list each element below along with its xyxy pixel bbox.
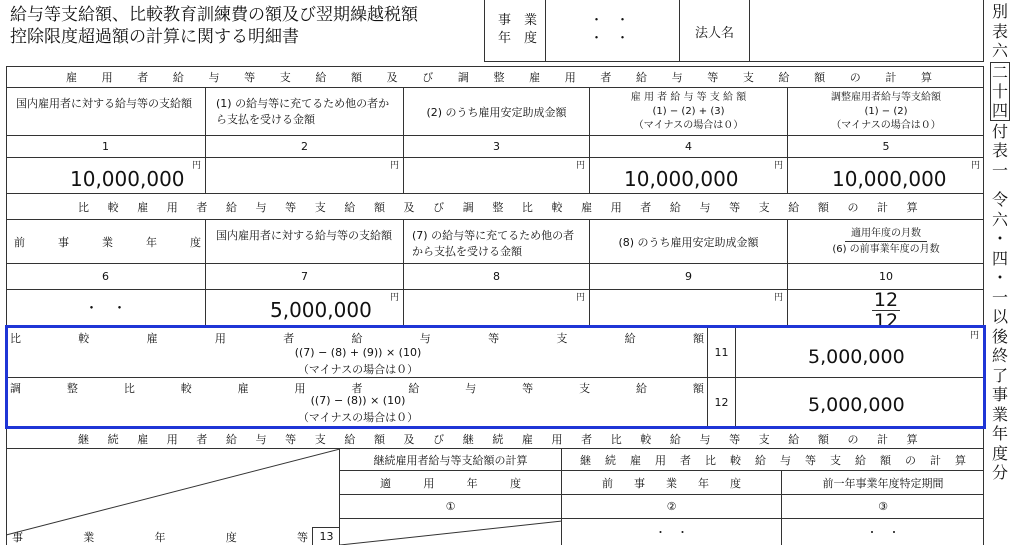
field-13-3[interactable]: [782, 519, 984, 545]
c2-header: [562, 471, 782, 495]
field-8[interactable]: [404, 290, 590, 326]
field-7[interactable]: [206, 290, 404, 326]
side-label-char: 一: [991, 160, 1008, 180]
field-10-numerator: 12: [873, 290, 899, 311]
field-6-value: ・ ・: [84, 301, 127, 317]
col2-header-text: (1) の給与等に充てるため他の者から支払を受ける金額: [216, 97, 390, 126]
heading-char: 与: [255, 201, 267, 214]
m2-header: ②: [562, 495, 782, 519]
heading-char: 雇: [137, 433, 149, 446]
label-char: 較: [78, 332, 90, 345]
heading-char: 及: [386, 70, 398, 84]
label-char: 額: [880, 453, 891, 467]
label-char: 業: [102, 235, 113, 249]
label-char: 年: [154, 531, 166, 544]
heading-char: 計: [885, 70, 897, 84]
heading-char: 及: [403, 433, 415, 446]
label-char: 等: [297, 531, 308, 544]
highlight-rows-11-12: [5, 325, 986, 429]
heading-char: 給: [636, 70, 647, 84]
side-label-char: 四: [991, 248, 1008, 268]
heading-char: 較: [551, 201, 563, 214]
heading-char: 給: [225, 433, 237, 446]
col8-number: 8: [404, 264, 590, 290]
heading-char: 支: [758, 433, 770, 446]
heading-char: 額: [817, 433, 829, 446]
col4-header: [590, 88, 788, 136]
field-13-2[interactable]: [562, 519, 782, 545]
col9-header-text: (8) のうち雇用安定助成金額: [618, 235, 759, 249]
side-label-char: ・: [991, 268, 1008, 287]
year-label-2: 年 度: [498, 31, 538, 46]
label-char: 者: [351, 382, 363, 395]
heading-char: び: [422, 70, 434, 84]
label-char: 事: [12, 531, 23, 544]
field-10-fraction: [872, 290, 900, 326]
sub2-header: [562, 449, 984, 471]
year-label-cell: [484, 0, 546, 62]
yen-unit: 円: [773, 161, 783, 171]
diagonal-line: [340, 519, 562, 545]
side-label-char: 表: [991, 141, 1008, 160]
field-4[interactable]: [590, 158, 788, 194]
heading-char: 整: [493, 70, 505, 84]
heading-char: 用: [166, 201, 178, 214]
label-char: 整: [66, 382, 78, 395]
col3-number: 3: [404, 136, 590, 158]
heading-char: 給: [344, 433, 356, 446]
col9-number: 9: [590, 264, 788, 290]
label-char: 給: [755, 453, 766, 467]
col10-denominator: (6) の前事業年度の月数: [832, 244, 940, 255]
heading-char: 給: [344, 201, 356, 214]
section2-heading: [78, 194, 918, 220]
heading-char: の: [847, 433, 859, 446]
heading-char: 給: [669, 433, 681, 446]
row12-note: （マイナスの場合は０）: [297, 411, 419, 424]
col10-header: [788, 220, 984, 264]
heading-char: 者: [196, 433, 208, 446]
label-char: 年: [466, 476, 478, 490]
heading-char: 額: [817, 201, 829, 214]
label-char: 年: [146, 235, 157, 249]
label-char: 年: [698, 476, 709, 490]
heading-char: 給: [669, 201, 681, 214]
heading-char: 支: [279, 70, 291, 84]
side-label-char: 二: [991, 62, 1008, 82]
heading-char: 等: [285, 433, 297, 446]
label-char: 者: [680, 453, 691, 467]
col4-header-l3: （マイナスの場合は０）: [633, 119, 744, 131]
label-char: 給: [624, 332, 636, 345]
label-char: 用: [214, 332, 226, 345]
heading-char: の: [849, 70, 861, 84]
col9-header: [590, 220, 788, 264]
row13-number: 13: [312, 527, 340, 545]
label-char: 与: [780, 453, 791, 467]
label-char: 度: [509, 476, 521, 490]
label-char: 支: [830, 453, 841, 467]
yen-unit: 円: [389, 293, 399, 303]
heading-char: 算: [906, 433, 918, 446]
col1-header-text: 国内雇用者に対する給与等の支給額: [16, 97, 192, 110]
heading-char: 等: [707, 70, 719, 84]
section3-heading: [78, 429, 918, 449]
col7-header: [206, 220, 404, 264]
col4-number: 4: [590, 136, 788, 158]
label-char: 用: [294, 382, 306, 395]
row11-number: 11: [708, 328, 736, 378]
col1-number: 1: [6, 136, 206, 158]
yen-unit: 円: [970, 161, 980, 171]
label-char: 等: [488, 332, 500, 345]
heading-char: 整: [492, 201, 504, 214]
heading-char: 比: [78, 201, 89, 214]
label-char: 度: [225, 531, 237, 544]
label-char: 額: [692, 332, 704, 345]
heading-char: 給: [788, 201, 800, 214]
row13-label: [12, 529, 308, 545]
heading-char: 雇: [137, 201, 149, 214]
col4-header-l1: 雇 用 者 給 与 等 支 給 額: [630, 91, 747, 103]
side-label-char: 後: [991, 326, 1008, 346]
heading-char: び: [433, 433, 445, 446]
label-char: 比: [123, 382, 135, 395]
heading-char: 較: [107, 201, 119, 214]
side-label-char: 一: [991, 287, 1008, 307]
heading-char: 用: [610, 201, 622, 214]
heading-char: 等: [729, 201, 741, 214]
col3-header: [404, 88, 590, 136]
label-char: 給: [408, 382, 420, 395]
heading-char: の: [847, 201, 859, 214]
label-char: 支: [579, 382, 591, 395]
heading-char: 者: [581, 433, 593, 446]
heading-char: 額: [814, 70, 826, 84]
label-char: 算: [955, 453, 966, 467]
heading-char: び: [433, 201, 445, 214]
heading-char: 用: [564, 70, 576, 84]
field-4-value: 10,000,000: [624, 167, 739, 191]
heading-char: 支: [758, 201, 770, 214]
col4-header-l2: (1) − (2) + (3): [652, 105, 725, 117]
heading-char: 比: [610, 433, 622, 446]
side-label-char: 事: [991, 385, 1008, 404]
heading-char: 額: [373, 433, 385, 446]
heading-char: 続: [492, 433, 504, 446]
heading-char: 雇: [66, 70, 77, 84]
label-char: 者: [283, 332, 295, 345]
col8-header: [404, 220, 590, 264]
side-label-char: 四: [991, 100, 1008, 120]
side-label-char: 六: [991, 209, 1008, 229]
label-char: 給: [635, 382, 647, 395]
side-label-char: ・: [991, 229, 1008, 248]
label-char: 度: [730, 476, 741, 490]
col5-header-l2: (1) − (2): [864, 105, 908, 117]
label-char: 計: [930, 453, 941, 467]
col1-header: [6, 88, 206, 136]
row11-note: （マイナスの場合は０）: [297, 363, 419, 376]
label-char: 業: [666, 476, 677, 490]
col6-number: 6: [6, 264, 206, 290]
label-char: 額: [692, 382, 704, 395]
heading-char: 支: [314, 433, 326, 446]
field-9[interactable]: [590, 290, 788, 326]
heading-char: 与: [208, 70, 220, 84]
heading-char: 雇: [581, 201, 593, 214]
label-char: 事: [58, 235, 69, 249]
side-label-char: 別: [991, 2, 1008, 21]
heading-char: 続: [107, 433, 119, 446]
col5-header-l1: 調整雇用者給与等支給額: [831, 91, 941, 103]
label-char: 用: [423, 476, 435, 490]
label-char: 続: [605, 453, 616, 467]
heading-char: 調: [457, 70, 469, 84]
heading-char: 雇: [521, 433, 533, 446]
field-13-3-value: ・ ・: [866, 526, 900, 539]
label-char: 較: [180, 382, 192, 395]
form-title: [10, 4, 480, 60]
heading-char: 算: [906, 201, 918, 214]
heading-char: 額: [373, 201, 385, 214]
heading-char: 用: [101, 70, 113, 84]
field-11-value: 5,000,000: [808, 346, 905, 368]
side-label-char: 六: [991, 41, 1008, 60]
label-char: 用: [655, 453, 666, 467]
heading-char: 較: [640, 433, 652, 446]
label-char: 与: [419, 332, 431, 345]
heading-char: 等: [729, 433, 741, 446]
year-from: ・ ・: [590, 13, 630, 28]
year-label-1: 事 業: [498, 13, 538, 28]
field-3[interactable]: [404, 158, 590, 194]
row12-number: 12: [708, 378, 736, 426]
field-7-value: 5,000,000: [270, 298, 372, 322]
heading-char: 支: [314, 201, 326, 214]
side-label-char: 十: [991, 81, 1008, 101]
heading-char: 与: [699, 201, 711, 214]
title-line-2: 控除限度超過額の計算に関する明細書: [10, 27, 299, 47]
field-1[interactable]: [6, 158, 206, 194]
field-10[interactable]: [788, 290, 984, 326]
side-label-char: 分: [991, 463, 1008, 482]
side-label-char: 度: [991, 443, 1008, 463]
row12-formula: ((7) − (8)) × (10): [310, 394, 406, 407]
label-char: 業: [83, 531, 95, 544]
heading-char: 額: [351, 70, 362, 84]
heading-char: 継: [78, 433, 89, 446]
field-5-value: 10,000,000: [832, 167, 947, 191]
heading-char: 者: [640, 201, 652, 214]
heading-char: 継: [462, 433, 474, 446]
label-char: 前: [14, 235, 25, 249]
heading-char: 与: [671, 70, 683, 84]
col3-header-text: (2) のうち雇用安定助成金額: [426, 105, 567, 119]
heading-char: 比: [521, 201, 533, 214]
col5-header-l3: （マイナスの場合は０）: [831, 119, 941, 131]
heading-char: 算: [921, 70, 932, 84]
side-label-char: 令: [991, 190, 1008, 209]
side-label-char: 終: [991, 346, 1008, 365]
col7-number: 7: [206, 264, 404, 290]
label-char: 雇: [146, 332, 158, 345]
col10-numerator: 適用年度の月数: [845, 226, 927, 242]
col8-header-text: (7) の給与等に充てるため他の者から支払を受ける金額: [412, 229, 575, 258]
yen-unit: 円: [969, 331, 979, 341]
title-line-1: 給与等支給額、比較教育訓練費の額及び翌期繰越税額: [10, 5, 418, 25]
row11-formula: ((7) − (8) + (9)) × (10): [294, 346, 422, 359]
yen-unit: 円: [575, 293, 585, 303]
label-char: 事: [634, 476, 645, 490]
heading-char: 等: [285, 201, 297, 214]
heading-char: 給: [225, 201, 237, 214]
label-char: 継: [580, 453, 591, 467]
field-1-value: 10,000,000: [70, 167, 185, 191]
yen-unit: 円: [191, 161, 201, 171]
side-label: [986, 2, 1014, 542]
row13-label-cell: [6, 449, 340, 545]
col5-number: 5: [788, 136, 984, 158]
side-label-char: 了: [991, 365, 1008, 385]
side-label-char: [990, 62, 1010, 121]
label-char: 雇: [237, 382, 249, 395]
heading-char: 計: [877, 201, 889, 214]
label-char: 比: [10, 332, 21, 345]
col2-number: 2: [206, 136, 404, 158]
side-label-char: 業: [991, 404, 1008, 424]
side-label-char: 年: [991, 424, 1008, 443]
heading-char: 用: [166, 433, 178, 446]
label-char: の: [905, 453, 916, 467]
label-char: 与: [465, 382, 477, 395]
side-label-char: 以: [991, 307, 1008, 326]
yen-unit: 円: [575, 161, 585, 171]
field-5[interactable]: [788, 158, 984, 194]
field-6[interactable]: [6, 290, 206, 326]
heading-char: 給: [315, 70, 327, 84]
yen-unit: 円: [389, 161, 399, 171]
label-char: 等: [805, 453, 816, 467]
c3-header: 前一年事業年度特定期間: [782, 471, 984, 495]
heading-char: 与: [699, 433, 711, 446]
field-2[interactable]: [206, 158, 404, 194]
section1-heading-row: [6, 66, 984, 88]
col10-number: 10: [788, 264, 984, 290]
c1-header: [340, 471, 562, 495]
m1-header: ①: [340, 495, 562, 519]
side-label-char: [986, 180, 1014, 190]
heading-char: 調: [462, 201, 474, 214]
side-label-char: 付: [991, 121, 1008, 141]
label-char: 比: [705, 453, 716, 467]
label-char: 等: [522, 382, 534, 395]
m3-header: ③: [782, 495, 984, 519]
heading-char: 雇: [529, 70, 541, 84]
heading-char: 給: [172, 70, 184, 84]
col6-header: [6, 220, 206, 264]
yen-unit: 円: [773, 293, 783, 303]
heading-char: 支: [742, 70, 754, 84]
col7-header-text: 国内雇用者に対する給与等の支給額: [216, 229, 392, 242]
label-char: 前: [602, 476, 613, 490]
heading-char: 等: [244, 70, 256, 84]
label-char: 給: [855, 453, 866, 467]
label-char: 度: [190, 235, 201, 249]
label-char: 適: [380, 476, 391, 490]
heading-char: 者: [600, 70, 612, 84]
corp-name-field[interactable]: [750, 0, 984, 62]
label-char: 支: [556, 332, 568, 345]
side-label-char: 表: [991, 21, 1008, 41]
field-12-value: 5,000,000: [808, 394, 905, 416]
field-10-denominator: 12: [873, 310, 899, 326]
heading-char: 計: [877, 433, 889, 446]
heading-char: 者: [196, 201, 208, 214]
label-char: 較: [730, 453, 741, 467]
label-char: 調: [10, 382, 21, 395]
label-char: 雇: [630, 453, 641, 467]
heading-char: 及: [403, 201, 415, 214]
heading-char: 与: [255, 433, 267, 446]
label-char: 給: [351, 332, 363, 345]
corp-name-label: 法人名: [680, 0, 750, 62]
col5-header: [788, 88, 984, 136]
heading-char: 者: [137, 70, 149, 84]
heading-char: 用: [551, 433, 563, 446]
heading-char: 給: [788, 433, 800, 446]
year-value-cell[interactable]: [546, 0, 680, 62]
heading-char: 給: [778, 70, 790, 84]
year-to: ・ ・: [590, 31, 630, 46]
sub1-header: 継続雇用者給与等支給額の計算: [340, 449, 562, 471]
field-13-2-value: ・ ・: [655, 526, 688, 539]
col2-header: [206, 88, 404, 136]
field-13-1[interactable]: [340, 519, 562, 545]
